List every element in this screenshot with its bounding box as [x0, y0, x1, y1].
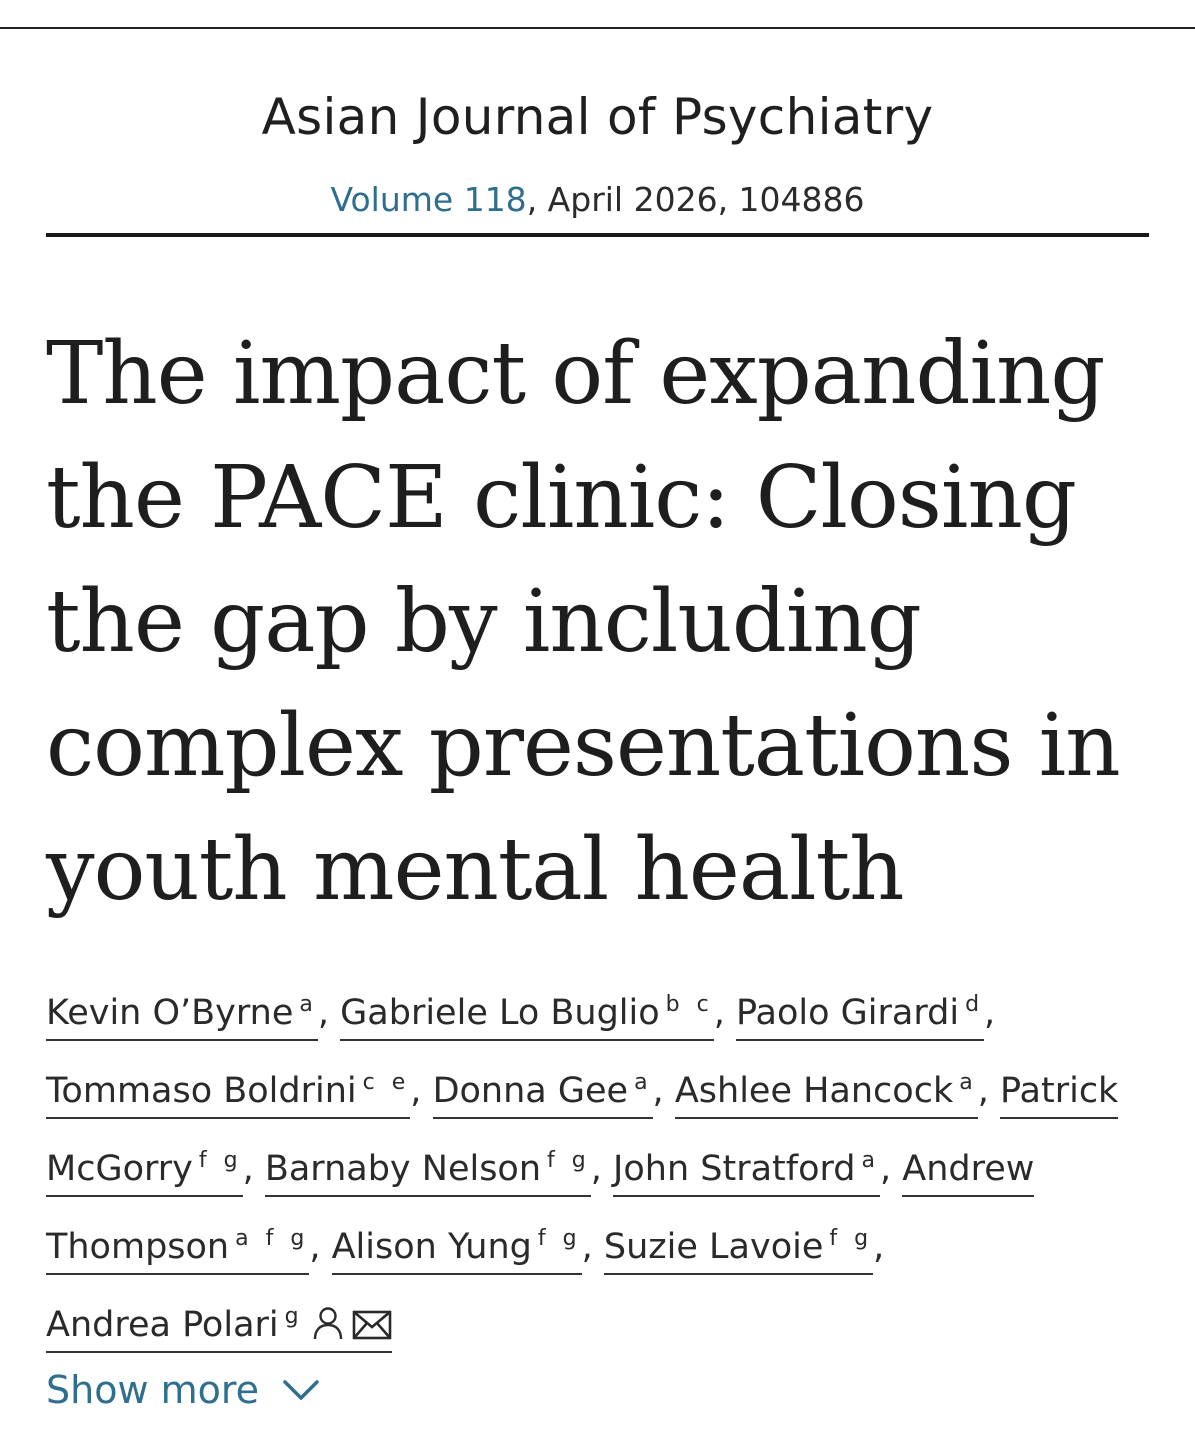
author-link[interactable]	[736, 993, 984, 1041]
volume-line	[0, 180, 1195, 219]
chevron-down-icon	[281, 1378, 321, 1402]
author-affiliation: a	[634, 1070, 653, 1095]
author-affiliation: b c	[665, 992, 714, 1017]
author-name: Tommaso Boldrini	[46, 1071, 357, 1111]
author-separator: ,	[713, 993, 725, 1033]
author-affiliation: a f g	[235, 1226, 310, 1251]
author-link[interactable]	[265, 1149, 591, 1197]
author-separator: ,	[879, 1149, 892, 1189]
author-separator: ,	[309, 1227, 321, 1267]
author-affiliation: d	[965, 992, 985, 1017]
author-link[interactable]	[433, 1071, 653, 1119]
journal-title[interactable]: Asian Journal of Psychiatry	[261, 88, 934, 146]
author-affiliation: f g	[537, 1226, 582, 1251]
author-separator: ,	[317, 993, 330, 1033]
author-link[interactable]	[46, 1071, 410, 1119]
author-affiliation: f g	[198, 1148, 243, 1173]
author-link[interactable]	[332, 1227, 582, 1275]
author-name: Alison Yung	[331, 1227, 532, 1267]
author-link[interactable]	[613, 1149, 880, 1197]
author-link[interactable]	[340, 993, 714, 1041]
author-name: Patrick McGorry	[46, 1071, 1119, 1189]
author-affiliation: f g	[547, 1148, 591, 1173]
author-name: Suzie Lavoie	[603, 1227, 824, 1267]
issue-info: , April 2026, 104886	[526, 180, 865, 219]
author-link[interactable]	[604, 1227, 873, 1275]
author-link[interactable]	[46, 993, 318, 1041]
author-link[interactable]	[46, 1305, 392, 1353]
author-name: Barnaby Nelson	[264, 1149, 542, 1189]
author-separator: ,	[652, 1071, 664, 1111]
author-link[interactable]	[675, 1071, 978, 1119]
author-name: Ashlee Hancock	[674, 1071, 954, 1111]
author-separator: ,	[581, 1227, 593, 1267]
author-name: Andrew Thompson	[46, 1149, 1035, 1267]
author-separator: ,	[873, 1227, 885, 1267]
show-more-button[interactable]	[46, 1368, 321, 1412]
header-divider	[46, 233, 1149, 237]
article-title: The impact of expanding the PACE clinic: Closing the gap by including complex presentations in youth mental health	[46, 324, 1120, 920]
author-separator: ,	[410, 1071, 422, 1111]
person-icon[interactable]	[312, 1306, 344, 1340]
author-affiliation: a	[959, 1070, 978, 1095]
author-affiliation: f g	[829, 1226, 874, 1251]
author-name: Paolo Girardi	[736, 993, 960, 1033]
author-affiliation: c e	[362, 1070, 411, 1095]
author-affiliation: a	[299, 992, 318, 1017]
author-name: Gabriele Lo Buglio	[340, 993, 660, 1033]
author-name: Andrea Polari	[46, 1305, 279, 1345]
author-separator: ,	[590, 1149, 602, 1189]
author-separator: ,	[977, 1071, 989, 1111]
author-name: Donna Gee	[432, 1071, 629, 1111]
envelope-icon[interactable]	[352, 1310, 392, 1340]
author-affiliation: g	[284, 1304, 304, 1329]
show-more-label: Show more	[46, 1368, 260, 1412]
top-divider	[0, 27, 1195, 29]
author-affiliation: a	[861, 1148, 880, 1173]
author-separator: ,	[984, 993, 996, 1033]
author-list	[46, 970, 1166, 1360]
author-name: John Stratford	[613, 1149, 856, 1189]
author-name: Kevin O’Byrne	[46, 993, 294, 1033]
volume-link[interactable]: Volume 118	[330, 180, 527, 219]
author-separator: ,	[242, 1149, 254, 1189]
